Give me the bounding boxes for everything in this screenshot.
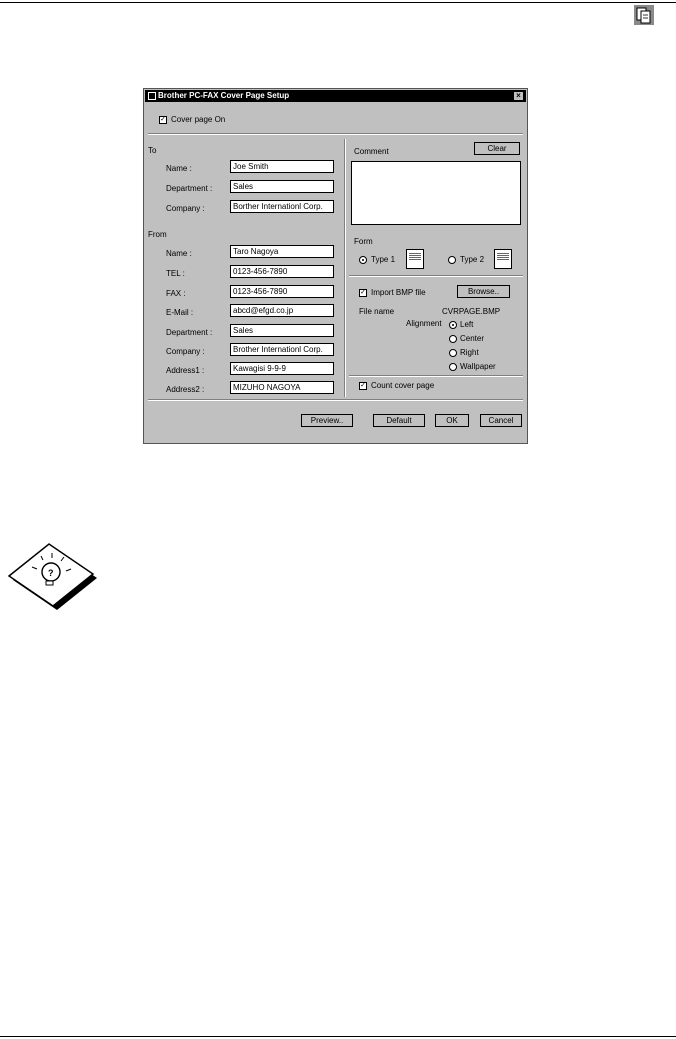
align-left-radio[interactable] bbox=[449, 321, 457, 329]
to-heading: To bbox=[148, 146, 157, 155]
type2-radio[interactable] bbox=[448, 256, 456, 264]
type1-radio[interactable] bbox=[359, 256, 367, 264]
clear-button[interactable]: Clear bbox=[474, 142, 520, 155]
from-company-field[interactable]: Brother Internationl Corp. bbox=[230, 343, 334, 356]
cover-page-on-label: Cover page On bbox=[171, 115, 226, 124]
type1-thumbnail bbox=[406, 249, 424, 269]
import-bmp-label: Import BMP file bbox=[371, 288, 426, 297]
type1-label: Type 1 bbox=[371, 255, 396, 264]
to-department-label: Department : bbox=[166, 184, 213, 193]
separator-bmp bbox=[349, 375, 523, 377]
import-bmp-checkbox[interactable]: ✓ bbox=[360, 289, 366, 296]
to-company-field[interactable]: Borther Internationl Corp. bbox=[230, 200, 334, 213]
from-address2-field[interactable]: MIZUHO NAGOYA bbox=[230, 381, 334, 394]
comment-label: Comment bbox=[354, 147, 389, 156]
svg-text:?: ? bbox=[48, 568, 54, 578]
from-department-label: Department : bbox=[166, 328, 213, 337]
from-fax-label: FAX : bbox=[166, 289, 186, 298]
to-department-field[interactable]: Sales bbox=[230, 180, 334, 193]
browse-button[interactable]: Browse.. bbox=[457, 285, 510, 298]
type2-thumbnail bbox=[494, 249, 512, 269]
file-name-label: File name bbox=[359, 307, 395, 316]
align-center-label: Center bbox=[460, 334, 485, 343]
separator-bottom bbox=[148, 399, 523, 401]
to-name-label: Name : bbox=[166, 164, 192, 173]
ok-button[interactable]: OK bbox=[435, 414, 469, 427]
align-wallpaper-label: Wallpaper bbox=[460, 362, 496, 371]
from-tel-field[interactable]: 0123-456-7890 bbox=[230, 265, 334, 278]
from-heading: From bbox=[148, 230, 167, 239]
from-name-label: Name : bbox=[166, 249, 192, 258]
app-icon bbox=[148, 92, 156, 100]
align-center-radio[interactable] bbox=[449, 335, 457, 343]
align-wallpaper-radio[interactable] bbox=[449, 363, 457, 371]
from-email-field[interactable]: abcd@efgd.co.jp bbox=[230, 304, 334, 317]
close-button[interactable]: × bbox=[514, 92, 523, 100]
cover-page-setup-dialog bbox=[143, 88, 528, 444]
from-company-label: Company : bbox=[166, 347, 205, 356]
default-button[interactable]: Default bbox=[373, 414, 425, 427]
lightbulb-tip-icon bbox=[5, 540, 103, 612]
alignment-label: Alignment bbox=[406, 319, 442, 328]
from-address2-label: Address2 : bbox=[166, 385, 205, 394]
align-right-label: Right bbox=[460, 348, 479, 357]
dialog-title: Brother PC-FAX Cover Page Setup bbox=[158, 91, 290, 100]
column-divider bbox=[344, 139, 346, 397]
from-name-field[interactable]: Taro Nagoya bbox=[230, 245, 334, 258]
from-address1-label: Address1 : bbox=[166, 366, 205, 375]
from-tel-label: TEL : bbox=[166, 269, 185, 278]
from-fax-field[interactable]: 0123-456-7890 bbox=[230, 285, 334, 298]
align-left-label: Left bbox=[460, 320, 474, 329]
page-icon bbox=[634, 5, 654, 25]
file-name-value: CVRPAGE.BMP bbox=[442, 307, 501, 316]
to-name-field[interactable]: Joe Smith bbox=[230, 160, 334, 173]
cancel-button[interactable]: Cancel bbox=[480, 414, 522, 427]
count-cover-page-label: Count cover page bbox=[371, 381, 435, 390]
dialog-titlebar bbox=[145, 90, 526, 102]
comment-textarea[interactable] bbox=[351, 161, 521, 225]
count-cover-page-checkbox[interactable]: ✓ bbox=[360, 382, 366, 389]
type2-label: Type 2 bbox=[460, 255, 485, 264]
form-label: Form bbox=[354, 237, 373, 246]
to-company-label: Company : bbox=[166, 204, 205, 213]
cover-page-on-checkbox[interactable]: ✓ bbox=[160, 116, 166, 123]
separator-form bbox=[349, 275, 523, 277]
preview-button[interactable]: Preview.. bbox=[301, 414, 353, 427]
from-department-field[interactable]: Sales bbox=[230, 324, 334, 337]
separator-top bbox=[148, 133, 523, 135]
align-right-radio[interactable] bbox=[449, 349, 457, 357]
from-email-label: E-Mail : bbox=[166, 308, 194, 317]
bottom-rule bbox=[0, 1036, 676, 1037]
top-rule bbox=[0, 2, 676, 3]
from-address1-field[interactable]: Kawagisi 9-9-9 bbox=[230, 362, 334, 375]
